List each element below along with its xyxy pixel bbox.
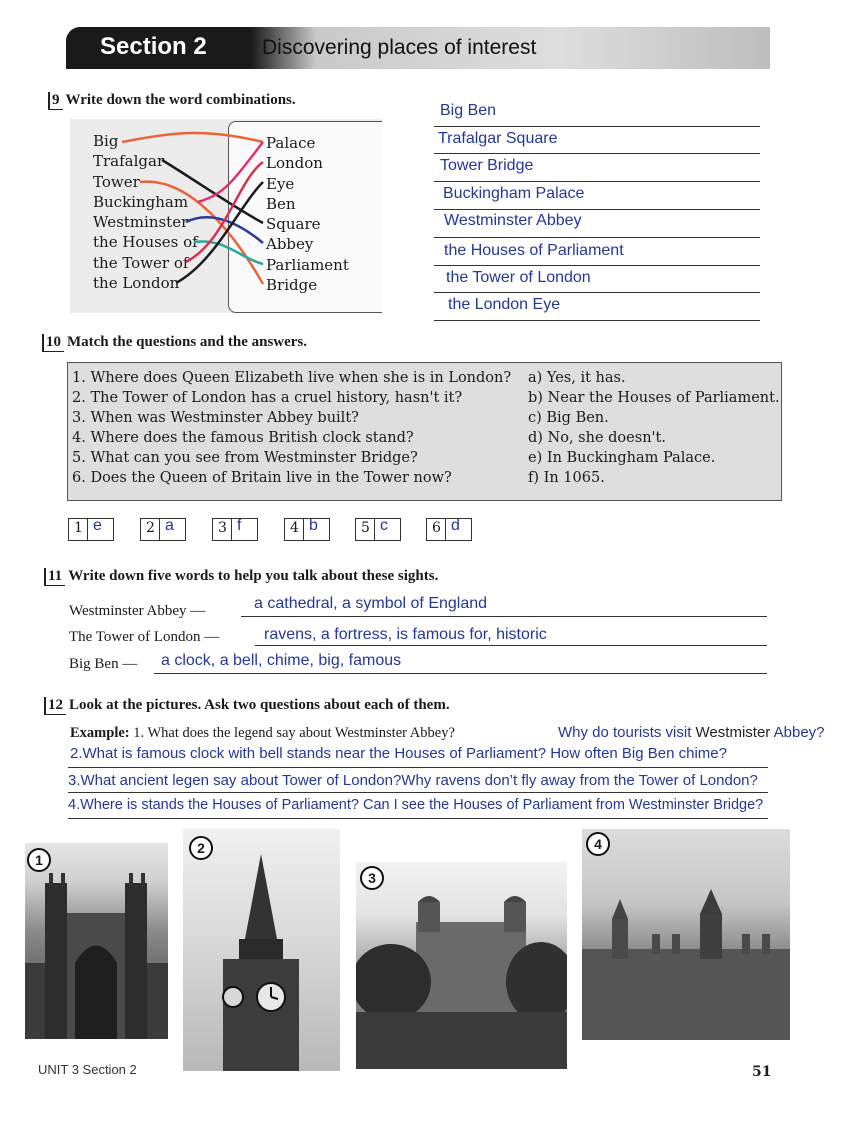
right-word: Abbey [266, 235, 314, 254]
example-answer-part: Westmister [695, 724, 771, 741]
left-word: the Houses of [93, 233, 198, 252]
ex12-heading [44, 697, 450, 715]
photo-number: 2 [189, 836, 213, 860]
example-label: Example: [70, 725, 130, 741]
parliament-illustration [582, 829, 790, 1040]
match-answer: c [380, 517, 388, 534]
match-answer: a [165, 517, 174, 534]
ex9-answer: Buckingham Palace [443, 185, 585, 202]
answer-option: b) Near the Houses of Parliament. [528, 390, 780, 406]
answer-line [434, 210, 760, 238]
match-divider [445, 519, 446, 540]
sight-answer: ravens, a fortress, is famous for, historic [264, 626, 547, 643]
answer-line [434, 154, 760, 182]
ex9-number: 9 [48, 92, 63, 110]
right-word: Ben [266, 194, 296, 213]
match-box[interactable] [68, 518, 114, 541]
question-line: 4.Where is stands the Houses of Parliament? Can I see the Houses of Parliament from Westminster Bridge? [68, 797, 764, 813]
sight-answer: a clock, a bell, chime, big, famous [161, 652, 402, 669]
answer-option: d) No, she doesn't. [528, 430, 666, 446]
match-number: 4 [290, 520, 299, 536]
match-number: 6 [432, 520, 441, 536]
right-word: Square [266, 215, 321, 234]
ex12-number: 12 [44, 697, 66, 715]
left-word: Big [93, 132, 119, 150]
example-answer-part: Abbey? [773, 724, 825, 741]
answer-option: f) In 1065. [528, 470, 605, 486]
match-number: 5 [361, 520, 370, 536]
question: 1. Where does Queen Elizabeth live when she is in London? [72, 370, 512, 386]
match-box[interactable] [140, 518, 186, 541]
left-word: the Tower of [93, 253, 189, 272]
left-word: Trafalgar [93, 152, 165, 171]
photo-number: 3 [360, 866, 384, 890]
example-text: 1. What does the legend say about Westminster Abbey? [133, 725, 455, 741]
sight-label: Big Ben — [69, 656, 138, 672]
answer-line [434, 127, 760, 154]
section-title: Discovering places of interest [262, 36, 537, 59]
page-number: 51 [752, 1064, 772, 1080]
answer-line [434, 182, 760, 210]
ex9-answer: Westminster Abbey [444, 212, 582, 229]
left-word: Westminster [93, 213, 189, 232]
match-box[interactable] [284, 518, 330, 541]
answer-option: c) Big Ben. [528, 410, 609, 426]
ex9-answer: the Houses of Parliament [444, 242, 624, 259]
ex10-title: Match the questions and the answers. [67, 334, 308, 350]
ex9-answer: the London Eye [448, 296, 561, 313]
ex10-answers [528, 368, 780, 488]
left-word: the London [93, 274, 180, 293]
right-word: Bridge [266, 276, 318, 295]
section-label: Section 2 [100, 33, 207, 60]
right-word: Palace [266, 134, 316, 152]
match-divider [87, 519, 88, 540]
ex12-title: Look at the pictures. Ask two questions about each of them. [69, 697, 450, 713]
ex11-title: Write down five words to help you talk about these sights. [68, 568, 439, 584]
sight-label: The Tower of London — [69, 629, 220, 645]
left-word: Tower [93, 172, 140, 191]
match-divider [231, 519, 232, 540]
answer-line [434, 238, 760, 266]
answer-line [434, 266, 760, 293]
ex11-number: 11 [44, 568, 65, 586]
match-number: 1 [74, 520, 83, 536]
question: 2. The Tower of London has a cruel history, hasn't it? [72, 390, 463, 406]
question: 5. What can you see from Westminster Bridge? [72, 450, 418, 466]
sight-label: Westminster Abbey — [69, 603, 206, 619]
match-answer: f [237, 517, 242, 534]
answer-option: e) In Buckingham Palace. [528, 450, 716, 466]
question: 6. Does the Queen of Britain live in the Tower now? [72, 470, 452, 486]
right-word: Parliament [266, 255, 349, 274]
question: 4. Where does the famous British clock stand? [72, 430, 414, 446]
ex9-answer: Tower Bridge [440, 157, 534, 174]
match-number: 2 [146, 520, 155, 536]
question-line: 2.What is famous clock with bell stands near the Houses of Parliament? How often Big Ben chime? [70, 745, 727, 762]
link-line [140, 182, 263, 284]
match-answer: b [309, 517, 318, 534]
match-box[interactable] [212, 518, 258, 541]
tower-illustration [356, 862, 567, 1069]
photo-number: 1 [27, 848, 51, 872]
match-divider [303, 519, 304, 540]
ex9-title: Write down the word combinations. [65, 92, 296, 108]
ex10-number: 10 [42, 334, 64, 352]
ex9-answer: the Tower of London [446, 269, 591, 286]
match-number: 3 [218, 520, 227, 536]
match-answer: d [451, 517, 460, 534]
link-line [122, 133, 263, 142]
example-answer-part: Why do tourists visit [558, 724, 692, 741]
match-divider [374, 519, 375, 540]
ex10-heading [42, 334, 307, 352]
big-ben-illustration [183, 829, 340, 1071]
match-answer: e [93, 517, 102, 534]
example-answer [558, 724, 825, 741]
match-box[interactable] [426, 518, 472, 541]
answer-line [434, 100, 760, 127]
sight-answer: a cathedral, a symbol of England [254, 595, 488, 612]
right-word: London [266, 154, 323, 173]
match-divider [159, 519, 160, 540]
westminster-abbey-photo [25, 843, 168, 1039]
tower-of-london-photo [356, 862, 567, 1069]
abbey-illustration [25, 843, 168, 1039]
answer-option: a) Yes, it has. [528, 370, 626, 386]
question-line: 3.What ancient legen say about Tower of London?Why ravens don’t fly away from the Tower of London? [68, 772, 758, 789]
ex11-heading [44, 568, 438, 586]
question: 3. When was Westminster Abbey built? [72, 410, 359, 426]
photo-number: 4 [586, 832, 610, 856]
ex9-answers [434, 100, 760, 321]
footer-unit: UNIT 3 Section 2 [38, 1062, 137, 1077]
ex9-answer: Big Ben [440, 102, 497, 119]
answer-line [434, 293, 760, 321]
big-ben-photo [183, 829, 340, 1071]
ex10-questions [72, 368, 511, 488]
match-box[interactable] [355, 518, 401, 541]
right-word: Eye [266, 174, 295, 193]
ex9-answer: Trafalgar Square [438, 130, 558, 147]
left-word: Buckingham [93, 192, 189, 211]
ex12-example [70, 725, 455, 742]
houses-of-parliament-photo [582, 829, 790, 1040]
